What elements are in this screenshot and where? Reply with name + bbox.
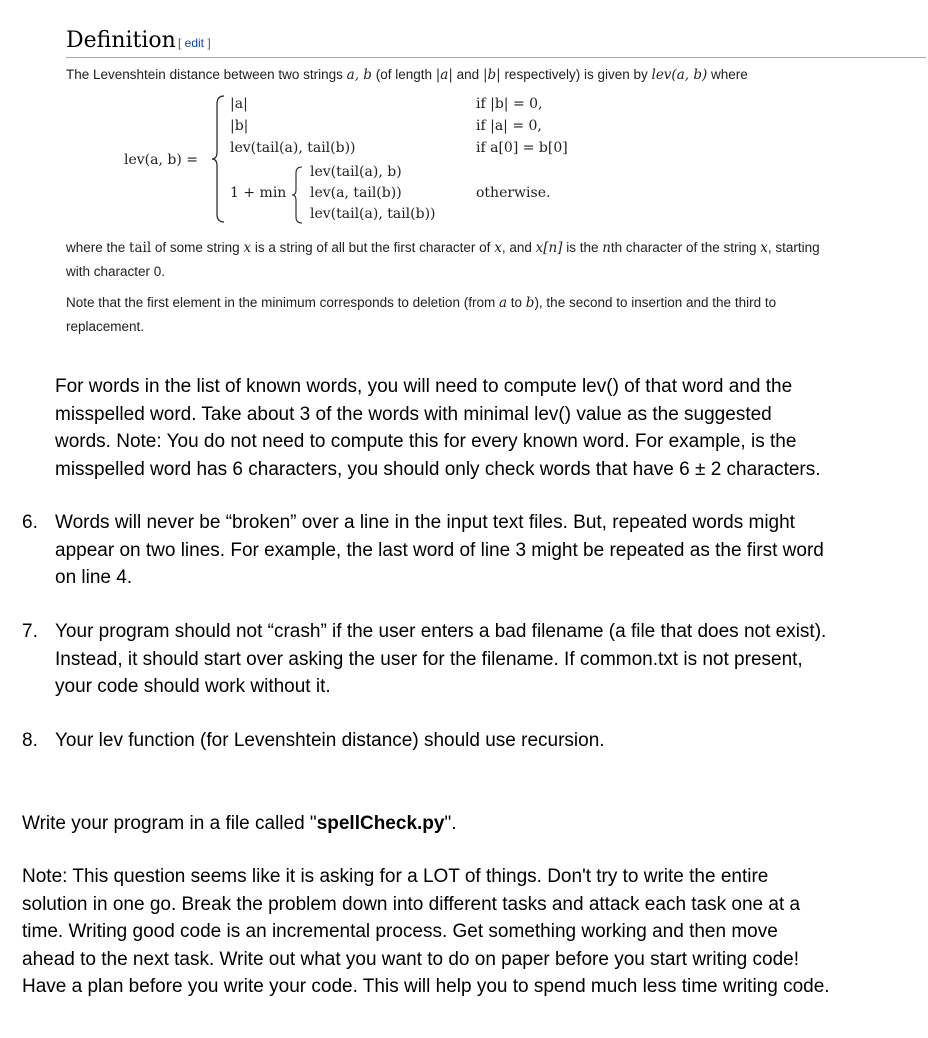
item-text: Your program should not “crash” if the user enters a bad filename (a file that does not exist). Instead, it should start over asking the user for the filename. If common.txt is not present, your code should work without it. [55, 621, 827, 697]
item-number: 7. [22, 621, 38, 642]
lev-paragraph: For words in the list of known words, you will need to compute lev() of that word and the misspelled word. Take about 3 of the words with minimal lev() value as the suggested words. Note: You do not need to compute this for every known word. For example, is the misspelled word has 6 characters, you should only check words that have 6 ± 2 characters. [55, 376, 821, 480]
item-text: Your lev function (for Levenshtein distance) should use recursion. [55, 730, 605, 751]
outer-brace-icon [210, 94, 226, 224]
final-note: Note: This question seems like it is asking for a LOT of things. Don't try to write the entire solution in one go. Break the problem down into different tasks and attack each task one at a time. Writing good code is an incremental process. Get something working and then move ahead to the next task. Write out what you want to do on paper before you start writing code! Have a plan before you write your code. This will help you to spend much less time writing code. [22, 866, 830, 997]
case-1: |a| [230, 96, 248, 112]
edit-link[interactable]: edit [184, 36, 205, 50]
program-filename: spellCheck.py [316, 813, 445, 834]
case-2: |b| [230, 118, 249, 134]
filename-instruction: Write your program in a file called "spellCheck.py". [22, 813, 457, 834]
min-term-3: lev(tail(a), tail(b)) [310, 206, 436, 222]
item-number: 6. [22, 512, 38, 533]
item-text: Words will never be “broken” over a line in the input text files. But, repeated words might appear on two lines. For example, the last word of line 3 might be repeated as the first word on line 4. [55, 512, 824, 588]
definition-intro: The Levenshtein distance between two strings a, b (of length |a| and |b| respectively) is given by lev(a, b) where [66, 67, 748, 83]
min-term-2: lev(a, tail(b)) [310, 185, 402, 201]
inner-brace-icon [290, 165, 304, 225]
condition-2: if |a| = 0, [476, 118, 542, 134]
item-number: 8. [22, 730, 38, 751]
min-term-1: lev(tail(a), b) [310, 164, 402, 180]
formula-lhs: lev(a, b) = [124, 152, 198, 168]
case-3: lev(tail(a), tail(b)) [230, 140, 356, 156]
condition-3: if a[0] = b[0] [476, 140, 568, 156]
heading-divider [66, 57, 926, 58]
edit-section: [ edit ] [178, 36, 211, 50]
section-heading: Definition [66, 28, 176, 53]
condition-1: if |b| = 0, [476, 96, 543, 112]
deletion-note: Note that the first element in the minimum corresponds to deletion (from a to b), the second to insertion and the third to replacement. [66, 295, 777, 334]
condition-4: otherwise. [476, 185, 551, 201]
one-plus-min: 1 + min [230, 185, 287, 201]
tail-definition: where the tail of some string x is a string of all but the first character of x, and x[n] is the nth character of the string x, starting with character 0. [66, 240, 820, 279]
